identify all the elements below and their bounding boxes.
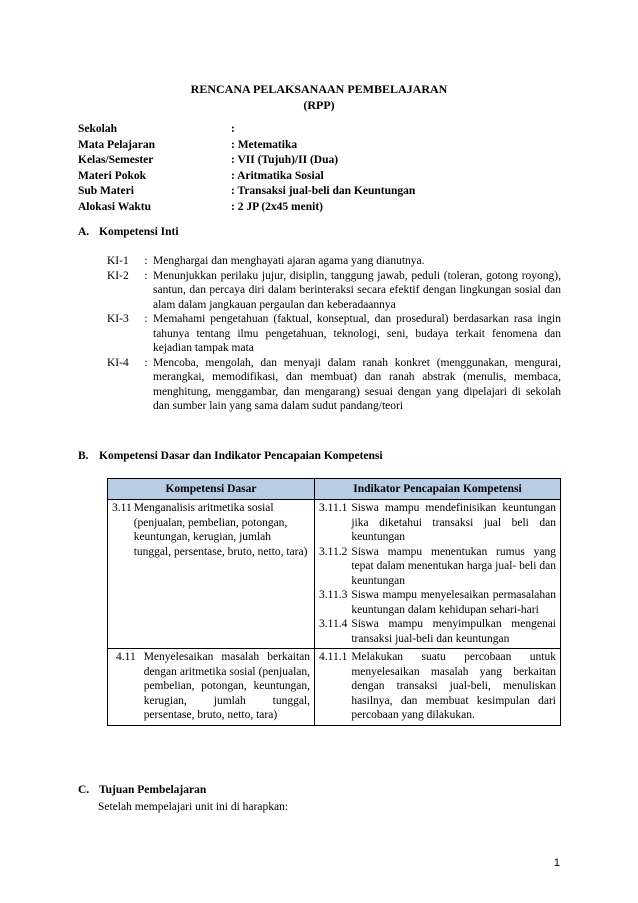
indicator-text: Siswa mampu menyimpulkan mengenai transaksi jual-beli dan keuntungan	[351, 618, 556, 645]
indicator-code: 3.11.2	[319, 545, 348, 558]
info-row	[78, 169, 415, 185]
ki-colon: :	[144, 356, 148, 369]
ki-code: KI-1	[107, 255, 129, 267]
indicator-code: 3.11.4	[319, 618, 348, 630]
table-row	[108, 649, 561, 726]
column-header-kd: Kompetensi Dasar	[108, 479, 315, 500]
identity-block	[78, 122, 415, 215]
info-value: :	[231, 123, 235, 135]
ki-item	[107, 254, 561, 269]
info-row	[78, 184, 415, 200]
indicator-text: Melakukan suatu percobaan untuk menyelesaikan masalah yang berkaitan dengan transaksi jual-beli, menuliskan hasilnya, dan membuat kesimpulan dari percobaan yang dilakukan.	[351, 651, 556, 721]
ki-code: KI-3	[107, 313, 129, 325]
ki-text: Mencoba, mengolah, dan menyaji dalam ranah konkret (menggunakan, mengurai, merangkai, memodifikasi, dan membuat) dan ranah abstrak (menulis, membaca, menghitung, menggambar, dan mengarang) sesuai dengan yang dipelajari di sekolah dan sumber lain yang sama dalam sudut pandang/teori	[153, 356, 561, 412]
indicator-cell	[315, 649, 561, 726]
indicator-code: 3.11.1	[319, 502, 348, 514]
title-line-2: (RPP)	[303, 98, 335, 112]
section-b-heading	[78, 449, 383, 464]
section-title: Kompetensi Inti	[99, 226, 179, 238]
info-value: : 2 JP (2x45 menit)	[231, 200, 323, 213]
indicator-text: Siswa mampu menentukan rumus yang tepat dalam menentukan harga jual- beli dan keuntungan	[351, 545, 556, 587]
indicator-text: Siswa mampu menyelesaikan permasalahan keuntungan dalam kehidupan sehari-hari	[351, 589, 556, 616]
indicator-item	[319, 545, 556, 589]
kd-code: 3.11	[112, 502, 132, 514]
ki-item	[107, 356, 561, 414]
title-line-1: RENCANA PELAKSANAAN PEMBELAJARAN	[190, 82, 448, 96]
kd-cell	[108, 500, 315, 649]
kd-code: 4.11	[116, 651, 136, 663]
kd-cell	[108, 649, 315, 726]
page-number: 1	[553, 857, 560, 869]
ki-text: Menghargai dan menghayati ajaran agama yang dianutnya.	[153, 255, 425, 267]
table-row	[108, 500, 561, 649]
indicator-cell	[315, 500, 561, 649]
kd-text: Menyelesaikan masalah berkaitan dengan aritmetika sosial (penjualan, pembelian, potongan, keuntungan, kerugian, jumlah tunggal, persentase, bruto, netto, tara)	[143, 651, 310, 721]
indicator-code: 4.11.1	[319, 651, 348, 663]
kd-indicator-table	[107, 478, 561, 726]
section-number: C.	[78, 784, 90, 796]
info-row	[78, 153, 415, 169]
info-value: : Aritmatika Sosial	[231, 169, 324, 182]
ki-text: Menunjukkan perilaku jujur, disiplin, tanggung jawab, peduli (toleran, gotong royong), santun, dan percaya diri dalam berinteraksi secara efektif dengan lingkungan sosial dan alam dalam jangkauan pergaulan dan keberadaannya	[153, 269, 561, 311]
info-row	[78, 138, 415, 154]
info-key: Alokasi Waktu	[78, 200, 151, 213]
section-a-heading	[78, 225, 179, 240]
section-title: Kompetensi Dasar dan Indikator Pencapaian Kompetensi	[99, 450, 383, 462]
ki-colon: :	[144, 269, 148, 282]
info-row	[78, 200, 415, 216]
ki-colon: :	[144, 255, 148, 267]
info-key: Kelas/Semester	[78, 154, 154, 166]
ki-code: KI-2	[107, 269, 129, 282]
indicator-item	[319, 650, 556, 723]
info-key: Materi Pokok	[78, 169, 147, 182]
info-value: : Metematika	[231, 138, 298, 151]
table-header-row	[108, 479, 561, 500]
ki-colon: :	[144, 313, 148, 325]
column-header-indicator: Indikator Pencapaian Kompetensi	[315, 479, 561, 500]
section-number: A.	[78, 226, 90, 238]
info-value: : VII (Tujuh)/II (Dua)	[231, 154, 339, 166]
info-row	[78, 122, 415, 138]
kd-item	[112, 650, 310, 723]
info-key: Mata Pelajaran	[78, 138, 155, 151]
indicator-item	[319, 617, 556, 646]
ki-code: KI-4	[107, 356, 129, 369]
kd-item	[112, 501, 310, 559]
indicator-text: Siswa mampu mendefinisikan keuntungan jika diketahui transaksi jual beli dan keuntungan	[351, 502, 556, 543]
ki-item	[107, 269, 561, 313]
ki-text: Memahami pengetahuan (faktual, konseptual, dan prosedural) berdasarkan rasa ingin tahunya tentang ilmu pengetahuan, teknologi, seni, budaya terkait fenomena dan kejadian tampak mata	[153, 313, 561, 354]
document-title	[0, 81, 638, 113]
indicator-item	[319, 588, 556, 617]
info-value: : Transaksi jual-beli dan Keuntungan	[231, 185, 416, 197]
indicator-item	[319, 501, 556, 545]
kd-text: Menganalisis aritmetika sosial (penjualan, pembelian, potongan, keuntungan, kerugian, jumlah tunggal, persentase, bruto, netto, tara)	[133, 502, 308, 558]
ki-item	[107, 312, 561, 356]
tujuan-intro: Setelah mempelajari unit ini di harapkan:	[98, 801, 289, 813]
kompetensi-inti-list	[107, 254, 561, 414]
info-key: Sekolah	[78, 123, 117, 135]
section-title: Tujuan Pembelajaran	[99, 784, 207, 796]
info-key: Sub Materi	[78, 185, 134, 197]
indicator-code: 3.11.3	[319, 589, 348, 601]
section-c-heading	[78, 783, 206, 798]
section-number: B.	[78, 450, 89, 462]
